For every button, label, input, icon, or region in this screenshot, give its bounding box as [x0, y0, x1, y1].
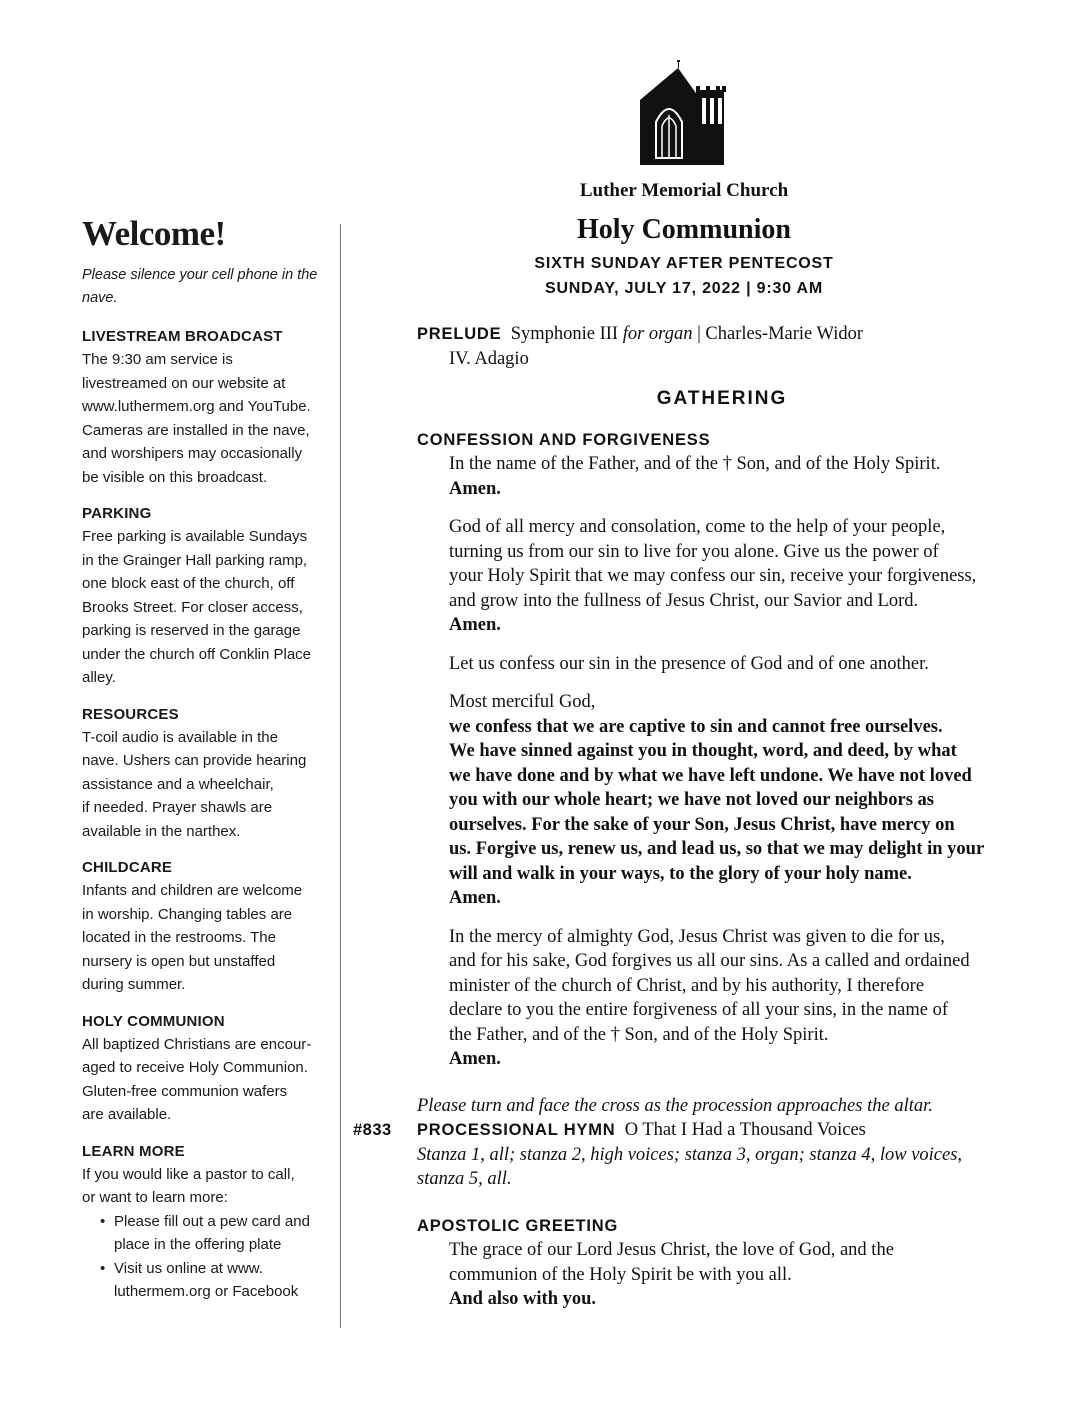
- learn-more-list: [82, 1210, 332, 1304]
- hymn-label: PROCESSIONAL HYMN: [417, 1121, 616, 1139]
- section-text: Free parking is available Sundays in the Grainger Hall parking ramp, one block east of the church, off Brooks Street. For closer access, parking is reserved in the garage under the church off Conklin Place alley.: [82, 528, 312, 686]
- silence-phone-note: Please silence your cell phone in the nave.: [82, 267, 318, 306]
- hymn-number: #833: [353, 1121, 392, 1139]
- gathering-heading: GATHERING: [656, 388, 788, 409]
- greeting-response: And also with you.: [449, 1289, 597, 1309]
- section-heading: HOLY COMMUNION: [82, 1012, 225, 1030]
- welcome-sidebar: [82, 214, 332, 1318]
- order-of-worship: [353, 322, 1027, 1334]
- holy-communion-section: [82, 1011, 332, 1127]
- childcare-section: [82, 857, 332, 997]
- welcome-title: Welcome!: [82, 214, 226, 253]
- hymn-instructions: Stanza 1, all; stanza 2, high voices; stanza 3, organ; stanza 4, low voices, stanza 5, all.: [417, 1144, 963, 1189]
- list-item: • Visit us online at www. luthermem.org or Facebook: [114, 1257, 332, 1304]
- invitation-to-confession: Let us confess our sin in the presence of God and of one another.: [449, 653, 929, 674]
- section-text: The 9:30 am service is livestreamed on our website at www.luthermem.org and YouTube. Cameras are installed in the nave, and worshipers may occasionally be visible on this broadcast.: [82, 351, 311, 486]
- section-heading: LIVESTREAM BROADCAST: [82, 328, 283, 345]
- church-name: Luther Memorial Church: [579, 180, 789, 201]
- column-divider: [340, 224, 341, 1328]
- section-text: T-coil audio is available in the nave. Ushers can provide hearing assistance and a wheelchair, if needed. Prayer shawls are available in the narthex.: [82, 728, 307, 840]
- apostolic-greeting: [417, 1214, 1027, 1312]
- hymn-title: O That I Had a Thousand Voices: [624, 1120, 866, 1140]
- confession-label: CONFESSION AND FORGIVENESS: [417, 430, 711, 449]
- absolution: In the mercy of almighty God, Jesus Christ was given to die for us, and for his sake, God forgives us all our sins. As a called and ordained minister of the church of Christ, and by his authority, I therefore declare to you the entire forgiveness of all your sins, in the name of the Father, and of the † Son, and of the Holy Spirit. Amen.: [449, 926, 970, 1069]
- procession-note: Please turn and face the cross as the procession approaches the altar.: [417, 1095, 933, 1116]
- invocation: In the name of the Father, and of the † Son, and of the Holy Spirit. Amen.: [449, 454, 941, 499]
- liturgical-day: SIXTH SUNDAY AFTER PENTECOST: [534, 255, 834, 272]
- prelude: [417, 322, 1027, 371]
- greeting-label: APOSTOLIC GREETING: [417, 1216, 619, 1235]
- section-heading: CHILDCARE: [82, 859, 173, 876]
- livestream-section: [82, 326, 332, 489]
- prelude-instrument: for organ: [622, 324, 693, 344]
- section-heading: LEARN MORE: [82, 1142, 185, 1160]
- prelude-composer: | Charles-Marie Widor: [697, 324, 864, 344]
- prelude-label: PRELUDE: [417, 325, 502, 343]
- processional-hymn: [353, 1094, 1027, 1192]
- confession-prayer: Most merciful God, we confess that we are captive to sin and cannot free ourselves. We have sinned against you in thought, word, and deed, by what we have done and by what we have left undone. We have not loved you with our whole heart; we have not loved our neighbors as ourselves. For the sake of your Son, Jesus Christ, have mercy on us. Forgive us, renew us, and lead us, so that we may delight in your will and walk in your ways, to the glory of your holy name. Amen.: [449, 692, 985, 908]
- prelude-movement: IV. Adagio: [449, 348, 529, 369]
- prelude-piece: Symphonie III: [510, 324, 619, 344]
- section-text: Infants and children are welcome in worship. Changing tables are located in the restrooms. The nursery is open but unstaffed during summer.: [82, 882, 303, 993]
- learn-more-section: [82, 1141, 332, 1304]
- prayer-of-preparation: God of all mercy and consolation, come to the help of your people, turning us from our sin to live for you alone. Give us the power of your Holy Spirit that we may confess our sin, receive your forgiveness, and grow into the fullness of Jesus Christ, our Savior and Lord. Amen.: [449, 517, 977, 635]
- confession-and-forgiveness: [417, 428, 1027, 1072]
- parking-section: [82, 503, 332, 690]
- section-heading: RESOURCES: [82, 705, 179, 723]
- church-building-icon: [640, 60, 728, 165]
- section-text: If you would like a pastor to call, or want to learn more:: [82, 1165, 295, 1206]
- section-heading: PARKING: [82, 505, 152, 522]
- service-title: Holy Communion: [577, 214, 791, 245]
- service-date-time: SUNDAY, JULY 17, 2022 | 9:30 AM: [544, 280, 823, 297]
- section-text: All baptized Christians are encour- aged to receive Holy Communion. Gluten-free communion wafers are available.: [82, 1035, 312, 1123]
- list-item: • Please fill out a pew card and place in the offering plate: [114, 1210, 332, 1257]
- resources-section: [82, 704, 332, 844]
- greeting-text: The grace of our Lord Jesus Christ, the love of God, and the communion of the Holy Spirit be with you all.: [449, 1240, 894, 1285]
